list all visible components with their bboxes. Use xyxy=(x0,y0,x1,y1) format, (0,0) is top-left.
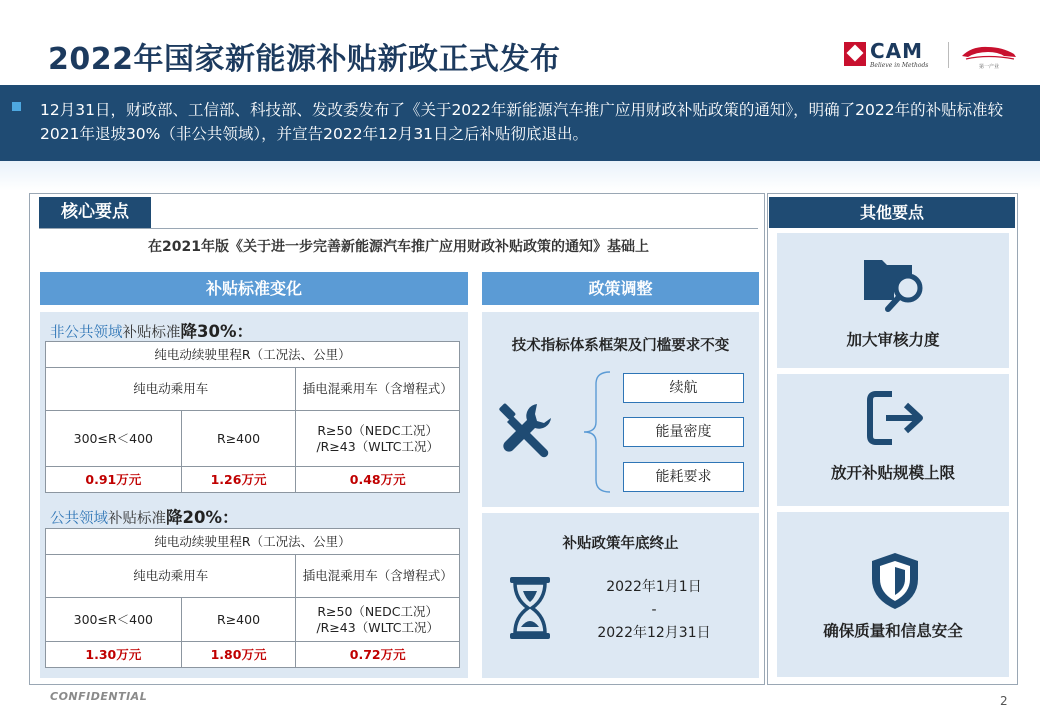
table-range-phev: R≥50（NEDC工况） /R≥43（WLTC工况） xyxy=(296,598,460,642)
shield-icon xyxy=(862,551,928,611)
banner-gradient xyxy=(0,161,1040,191)
table-range-header: 纯电动续驶里程R（工况法、公里） xyxy=(46,529,460,555)
table-range-300-400: 300≤R＜400 xyxy=(46,598,182,642)
tech-item-range: 续航 xyxy=(623,373,744,403)
core-tab-underline xyxy=(39,228,758,229)
non-public-subsidy-table xyxy=(45,341,460,493)
tech-item-energy-density: 能量密度 xyxy=(623,417,744,447)
cam-logo xyxy=(844,39,936,70)
table-amount-cell: 0.48万元 xyxy=(296,467,460,493)
hourglass-icon xyxy=(508,575,552,641)
subsidy-period xyxy=(574,576,734,645)
table-bev-header: 纯电动乘用车 xyxy=(46,555,296,598)
non-public-drop: 降30%： xyxy=(180,322,253,341)
car-logo-caption: 第一产业 xyxy=(978,64,1000,70)
table-range-400: R≥400 xyxy=(181,411,296,467)
table-amount-cell: 0.91万元 xyxy=(46,467,182,493)
page-title: 2022年国家新能源补贴新政正式发布 xyxy=(48,42,561,77)
table-bev-header: 纯电动乘用车 xyxy=(46,368,296,411)
period-separator: - xyxy=(651,602,657,618)
non-public-domain: 非公共领域 xyxy=(50,325,123,341)
policy-adjust-header: 政策调整 xyxy=(482,272,759,305)
table-phev-header: 插电混乘用车（含增程式） xyxy=(296,368,460,411)
other-point-label: 确保质量和信息安全 xyxy=(823,622,963,640)
table-amount-cell: 1.80万元 xyxy=(181,642,296,668)
subsidy-end-title: 补贴政策年底终止 xyxy=(562,536,679,552)
subsidy-standard-header: 补贴标准变化 xyxy=(40,272,468,305)
other-point-label: 加大审核力度 xyxy=(846,331,940,349)
table-amount-cell: 1.30万元 xyxy=(46,642,182,668)
exit-arrow-icon xyxy=(862,388,928,448)
public-domain: 公共领域 xyxy=(50,511,108,527)
table-amount-cell: 0.72万元 xyxy=(296,642,460,668)
other-point-label: 放开补贴规模上限 xyxy=(830,464,955,482)
public-subsidy-table xyxy=(45,528,460,668)
table-range-header: 纯电动续驶里程R（工况法、公里） xyxy=(46,342,460,368)
summary-text: 12月31日，财政部、工信部、科技部、发改委发布了《关于2022年新能源汽车推广应用财政补贴政策的通知》，明确了2022年的补贴标准较2021年退坡30%（非公共领域），并宣告2022年12月31日之后补贴彻底退出。 xyxy=(40,101,1004,143)
table-range-phev: R≥50（NEDC工况） /R≥43（WLTC工况） xyxy=(296,411,460,467)
cam-logo-mark xyxy=(844,42,866,66)
policy-basis-note: 在2021年版《关于进一步完善新能源汽车推广应用财政补贴政策的通知》基础上 xyxy=(148,239,649,255)
tech-item-energy-consumption: 能耗要求 xyxy=(623,462,744,492)
tech-framework-title: 技术指标体系框架及门槛要求不变 xyxy=(511,338,730,354)
core-points-tab: 核心要点 xyxy=(39,197,151,228)
banner-bullet xyxy=(12,102,21,111)
public-mid: 补贴标准 xyxy=(108,511,166,527)
period-end: 2022年12月31日 xyxy=(597,625,711,641)
public-label xyxy=(50,504,239,528)
table-range-400: R≥400 xyxy=(181,598,296,642)
table-phev-header: 插电混乘用车（含增程式） xyxy=(296,555,460,598)
non-public-mid: 补贴标准 xyxy=(122,325,181,341)
car-logo-icon xyxy=(958,40,1020,70)
other-points-header: 其他要点 xyxy=(769,197,1015,228)
bracket-connector xyxy=(582,370,612,494)
tools-icon xyxy=(497,398,559,460)
folder-search-icon xyxy=(862,252,928,312)
cam-logo-text: CAM xyxy=(870,39,924,63)
period-start: 2022年1月1日 xyxy=(606,579,702,595)
confidential-label: CONFIDENTIAL xyxy=(50,690,148,703)
table-range-300-400: 300≤R＜400 xyxy=(46,411,182,467)
cam-logo-tagline: Believe in Methods xyxy=(870,62,929,69)
page-number: 2 xyxy=(1000,694,1008,708)
public-drop: 降20%： xyxy=(166,508,239,527)
table-amount-cell: 1.26万元 xyxy=(181,467,296,493)
logo-divider xyxy=(948,42,949,68)
non-public-label xyxy=(50,318,253,342)
